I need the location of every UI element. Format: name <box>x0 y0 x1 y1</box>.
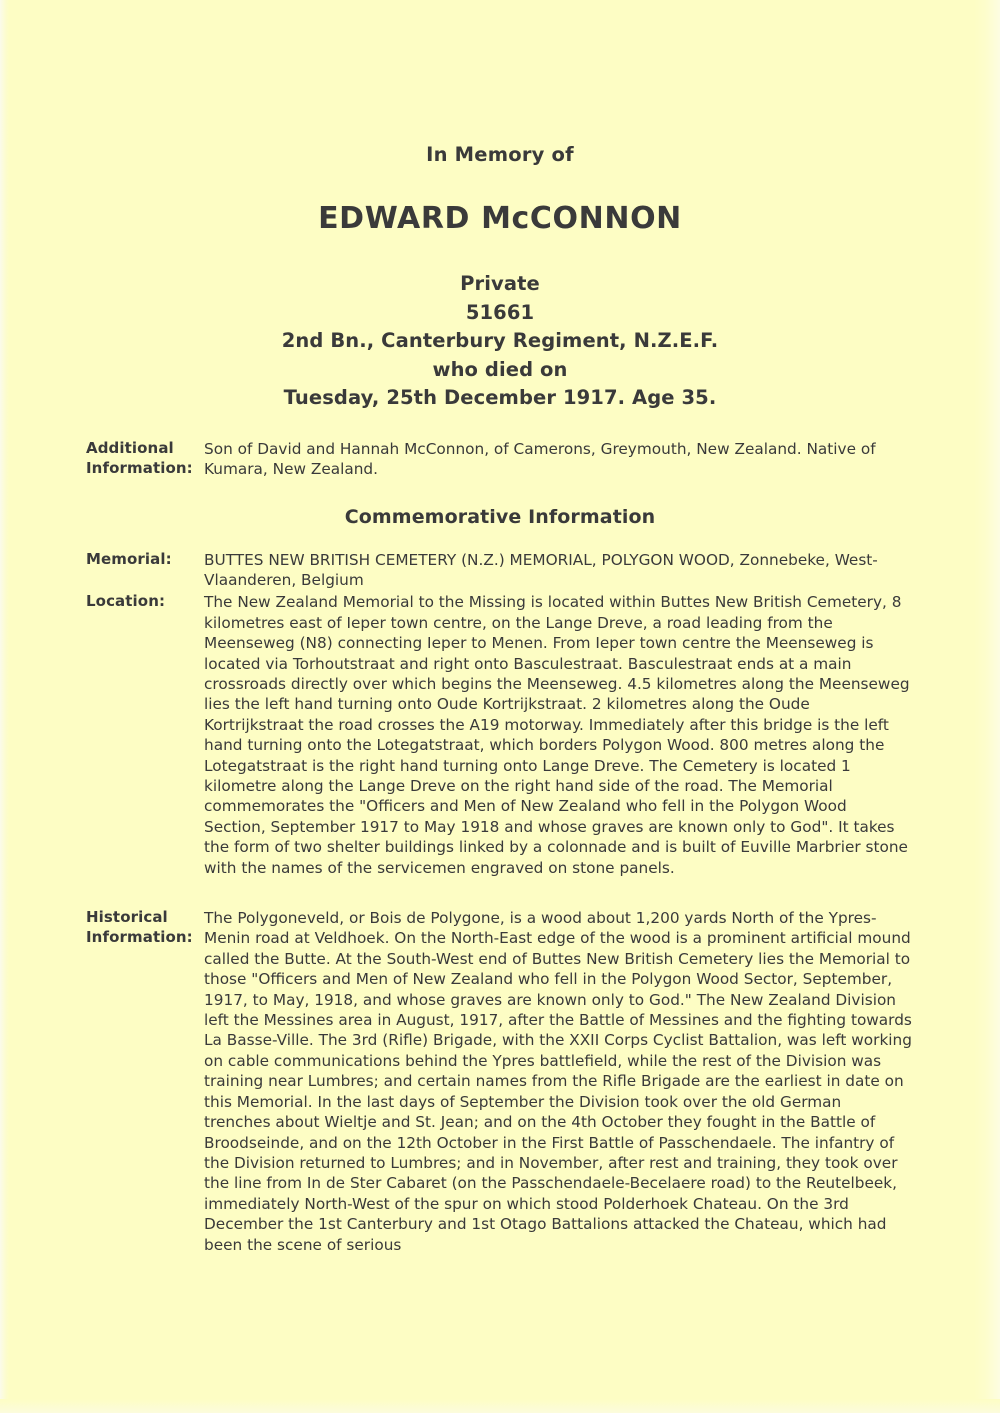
location-text: The New Zealand Memorial to the Missing is located within Buttes New British Cemetery, 8 kilometres east of Ieper town centre, on the Lange Dreve, a road leading from the Meenseweg (N8) connecting Ieper to Menen. From Ieper town centre the Meenseweg is located via Torhoutstraat and right onto Basculestraat. Basculestraat ends at a main crossroads directly over which begins the Meenseweg. 4.5 kilometres along the Meenseweg lies the left hand turning onto Oude Kortrijkstraat. 2 kilometres along the Oude Kortrijkstraat the road crosses the A19 motorway. Immediately after this bridge is the left hand turning onto the Lotegatstraat, which borders Polygon Wood. 800 metres along the Lotegatstraat is the right hand turning onto Lange Dreve. The Cemetery is located 1 kilometre along the Lange Dreve on the right hand side of the road. The Memorial commemorates the "Officers and Men of New Zealand who fell in the Polygon Wood Section, September 1917 to May 1918 and whose graves are known only to God". It takes the form of two shelter buildings linked by a colonnade and is built of Euville Marbrier stone with the names of the servicemen engraved on stone panels. <box>204 593 910 877</box>
service-details <box>0 270 1000 412</box>
location-label-text: Location: <box>86 592 166 611</box>
location-body <box>204 592 1000 878</box>
additional-information-label-line2: Information: <box>86 458 193 477</box>
location-row <box>0 592 1000 878</box>
memorial-label-text: Memorial: <box>86 549 172 568</box>
service-number: 51661 <box>465 300 535 324</box>
historical-information-label <box>0 908 204 948</box>
who-died-on-label: who died on <box>432 357 568 381</box>
historical-information-body <box>204 908 1000 1255</box>
commemorative-information-heading: Commemorative Information <box>344 505 656 528</box>
deceased-name: EDWARD McCONNON <box>318 201 682 237</box>
memorial-header <box>0 0 1000 413</box>
memorial-label <box>0 550 204 570</box>
scan-edge-bottom <box>0 1399 1000 1413</box>
additional-information-label <box>0 439 204 479</box>
additional-information-row <box>0 439 1000 480</box>
additional-information-label-line1: Additional <box>86 438 174 457</box>
additional-information-body <box>204 439 1000 480</box>
historical-information-text: The Polygoneveld, or Bois de Polygone, is a wood about 1,200 yards North of the Ypres-Menin road at Veldhoek. On the North-East edge of the wood is a prominent artificial mound called the Butte. At the South-West end of Buttes New British Cemetery lies the Memorial to those "Officers and Men of New Zealand who fell in the Polygon Wood Sector, September, 1917, to May, 1918, and whose graves are known only to God." The New Zealand Division left the Messines area in August, 1917, after the Battle of Messines and the fighting towards La Basse-Ville. The 3rd (Rifle) Brigade, with the XXII Corps Cyclist Battalion, was left working on cable communications behind the Ypres battlefield, while the rest of the Division was training near Lumbres; and certain names from the Rifle Brigade are the earliest in date on this Memorial. In the last days of September the Division took over the old German trenches about Wieltje and St. Jean; and on the 4th October they fought in the Battle of Broodseinde, and on the 12th October in the First Battle of Passchendaele. The infantry of the Division returned to Lumbres; and in November, after rest and training, they took over the line from In de Ster Cabaret (on the Passchendaele-Becelaere road) to the Reutelbeek, immediately North-West of the spur on which stood Polderhoek Chateau. On the 3rd December the 1st Canterbury and 1st Otago Battalions attacked the Chateau, which had been the scene of serious <box>204 909 912 1254</box>
death-date: Tuesday, 25th December 1917. Age 35. <box>283 386 717 410</box>
historical-information-label-line2: Information: <box>86 927 193 946</box>
memorial-body <box>204 550 1000 591</box>
memorial-row <box>0 550 1000 591</box>
memorial-text: BUTTES NEW BRITISH CEMETERY (N.Z.) MEMORIAL, POLYGON WOOD, Zonnebeke, West-Vlaanderen, Belgium <box>204 550 878 589</box>
historical-information-row <box>0 908 1000 1255</box>
historical-information-label-line1: Historical <box>86 908 168 927</box>
location-label <box>0 592 204 612</box>
additional-information-text: Son of David and Hannah McConnon, of Camerons, Greymouth, New Zealand. Native of Kumara, New Zealand. <box>204 439 876 479</box>
rank: Private <box>460 272 540 296</box>
in-memory-of-label: In Memory of <box>426 143 574 166</box>
unit: 2nd Bn., Canterbury Regiment, N.Z.E.F. <box>281 329 719 353</box>
